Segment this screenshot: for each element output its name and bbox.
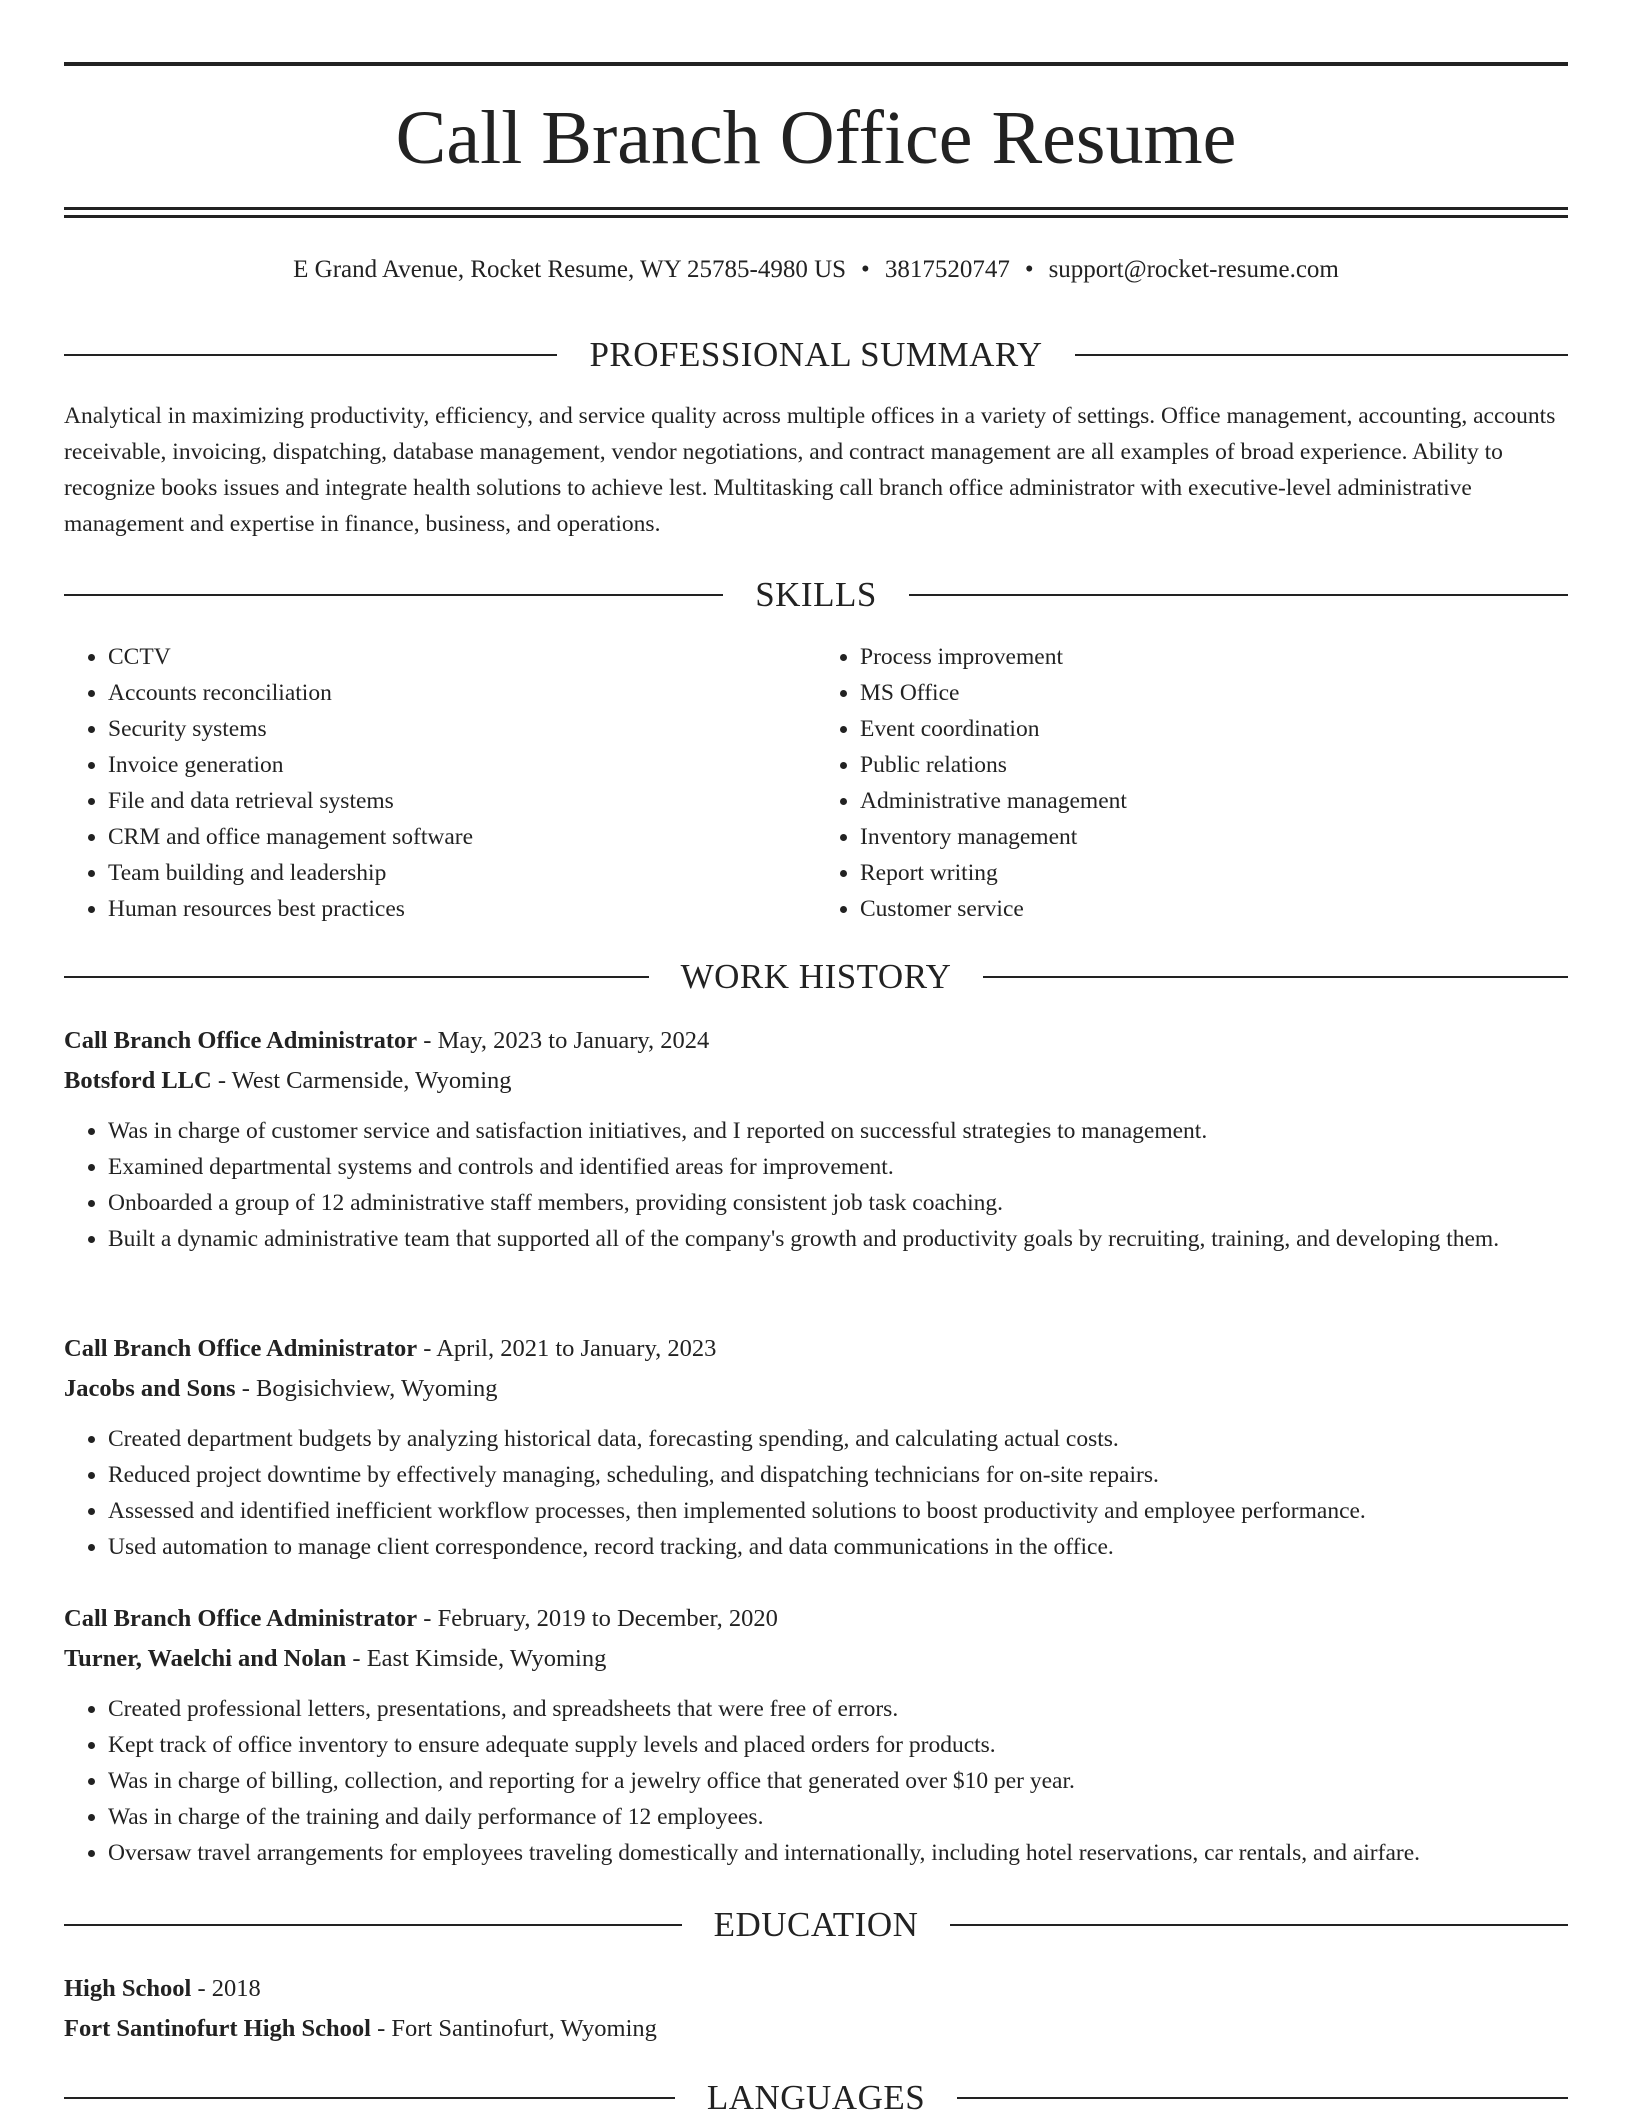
job-company: Turner, Waelchi and Nolan (64, 1645, 347, 1672)
job-org-line (64, 1639, 1568, 1679)
heading-rule (950, 1924, 1568, 1926)
job-title: Call Branch Office Administrator (64, 1605, 418, 1632)
skill-item: • Invoice generation (108, 747, 816, 783)
contact-address: E Grand Avenue, Rocket Resume, WY 25785-4980 US (293, 256, 847, 283)
job-bullet: • Oversaw travel arrangements for employees traveling domestically and internationally, including hotel reservations, car rentals, and airfare. (108, 1835, 1568, 1871)
skill-item: • Customer service (860, 891, 1568, 927)
section-heading-work (64, 959, 1568, 994)
job-entry (64, 1329, 1568, 1565)
job-org-line (64, 1369, 1568, 1409)
heading-rule (1075, 354, 1568, 356)
skill-item: • Accounts reconciliation (108, 675, 816, 711)
skill-item: • Event coordination (860, 711, 1568, 747)
job-title-line (64, 1021, 1568, 1061)
contact-email[interactable]: support@rocket-resume.com (1048, 256, 1339, 283)
job-bullet: • Created professional letters, presentations, and spreadsheets that were free of errors. (108, 1691, 1568, 1727)
education-location: - Fort Santinofurt, Wyoming (370, 2015, 657, 2042)
skill-item: • Process improvement (860, 639, 1568, 675)
skill-item: • Security systems (108, 711, 816, 747)
skill-item: • Team building and leadership (108, 855, 816, 891)
contact-phone[interactable]: 3817520747 (884, 256, 1010, 283)
job-title: Call Branch Office Administrator (64, 1027, 418, 1054)
skills-list (64, 639, 1568, 927)
section-title: PROFESSIONAL SUMMARY (589, 335, 1043, 374)
skill-item: • CCTV (108, 639, 816, 675)
education-year: - 2018 (191, 1975, 261, 2002)
page-title: Call Branch Office Resume (395, 96, 1237, 180)
heading-rule (64, 976, 649, 978)
summary-text: Analytical in maximizing productivity, efficiency, and service quality across multiple offices in a variety of settings. Office management, accounting, accounts receivable, invoicing, dispatching, database management, vendor negotiations, and contract management are all examples of broad experience. Ability to recognize books issues and integrate health solutions to achieve lest. Multitasking call branch office administrator with executive-level administrative management and expertise in finance, business, and operations. (64, 403, 1556, 537)
contact-line (64, 255, 1568, 285)
job-location: - West Carmenside, Wyoming (211, 1067, 512, 1094)
job-bullet: • Examined departmental systems and controls and identified areas for improvement. (108, 1149, 1568, 1185)
contact-separator: • (1024, 256, 1034, 283)
job-bullet: • Was in charge of the training and daily performance of 12 employees. (108, 1799, 1568, 1835)
section-title: SKILLS (755, 575, 877, 614)
job-company: Botsford LLC (64, 1067, 212, 1094)
job-bullet: • Built a dynamic administrative team that supported all of the company's growth and productivity goals by recruiting, training, and developing them. (108, 1221, 1568, 1257)
job-bullet: • Kept track of office inventory to ensure adequate supply levels and placed orders for products. (108, 1727, 1568, 1763)
job-bullets (64, 1113, 1568, 1257)
skills-column-right (816, 639, 1568, 927)
job-bullets (64, 1421, 1568, 1565)
contact-separator: • (861, 256, 870, 283)
job-dates: - May, 2023 to January, 2024 (417, 1027, 710, 1054)
education-degree: High School (64, 1975, 192, 2002)
section-heading-skills (64, 577, 1568, 612)
skills-column-left (64, 639, 816, 927)
job-title: Call Branch Office Administrator (64, 1335, 418, 1362)
job-bullet: • Onboarded a group of 12 administrative staff members, providing consistent job task coaching. (108, 1185, 1568, 1221)
section-title: EDUCATION (713, 1905, 919, 1944)
heading-rule (983, 976, 1568, 978)
job-bullet: • Was in charge of customer service and satisfaction initiatives, and I reported on successful strategies to management. (108, 1113, 1568, 1149)
section-heading-education (64, 1907, 1568, 1942)
skill-item: • MS Office (860, 675, 1568, 711)
job-bullet: • Used automation to manage client correspondence, record tracking, and data communications in the office. (108, 1529, 1568, 1565)
job-org-line (64, 1061, 1568, 1101)
heading-rule (909, 594, 1568, 596)
title-double-rule (64, 207, 1568, 218)
heading-rule (64, 2097, 675, 2099)
top-rule (64, 62, 1568, 66)
job-bullet: • Assessed and identified inefficient workflow processes, then implemented solutions to boost productivity and employee performance. (108, 1493, 1568, 1529)
job-bullets (64, 1691, 1568, 1871)
section-title: LANGUAGES (706, 2078, 926, 2117)
job-dates: - April, 2021 to January, 2023 (417, 1335, 717, 1362)
job-bullet: • Created department budgets by analyzing historical data, forecasting spending, and calculating actual costs. (108, 1421, 1568, 1457)
skill-item: • Public relations (860, 747, 1568, 783)
section-title: WORK HISTORY (680, 957, 952, 996)
job-title-line (64, 1599, 1568, 1639)
job-location: - Bogisichview, Wyoming (235, 1375, 498, 1402)
heading-rule (64, 1924, 682, 1926)
education-school: Fort Santinofurt High School (64, 2015, 371, 2042)
section-heading-languages (64, 2080, 1568, 2115)
heading-rule (957, 2097, 1568, 2099)
education-school-line (64, 2009, 1568, 2049)
job-dates: - February, 2019 to December, 2020 (417, 1605, 778, 1632)
section-heading-summary (64, 337, 1568, 372)
skill-item: • Administrative management (860, 783, 1568, 819)
skill-item: • Report writing (860, 855, 1568, 891)
education-degree-line (64, 1969, 1568, 2009)
skill-item: • CRM and office management software (108, 819, 816, 855)
job-bullet: • Was in charge of billing, collection, and reporting for a jewelry office that generated over $10 per year. (108, 1763, 1568, 1799)
heading-rule (64, 594, 723, 596)
skill-item: • Inventory management (860, 819, 1568, 855)
skill-item: • Human resources best practices (108, 891, 816, 927)
education-entry (64, 1969, 1568, 2049)
job-bullet: • Reduced project downtime by effectively managing, scheduling, and dispatching technicians for on-site repairs. (108, 1457, 1568, 1493)
job-location: - East Kimside, Wyoming (346, 1645, 607, 1672)
job-company: Jacobs and Sons (64, 1375, 236, 1402)
job-entry (64, 1599, 1568, 1871)
job-title-line (64, 1329, 1568, 1369)
heading-rule (64, 354, 557, 356)
skill-item: • File and data retrieval systems (108, 783, 816, 819)
job-entry (64, 1021, 1568, 1257)
